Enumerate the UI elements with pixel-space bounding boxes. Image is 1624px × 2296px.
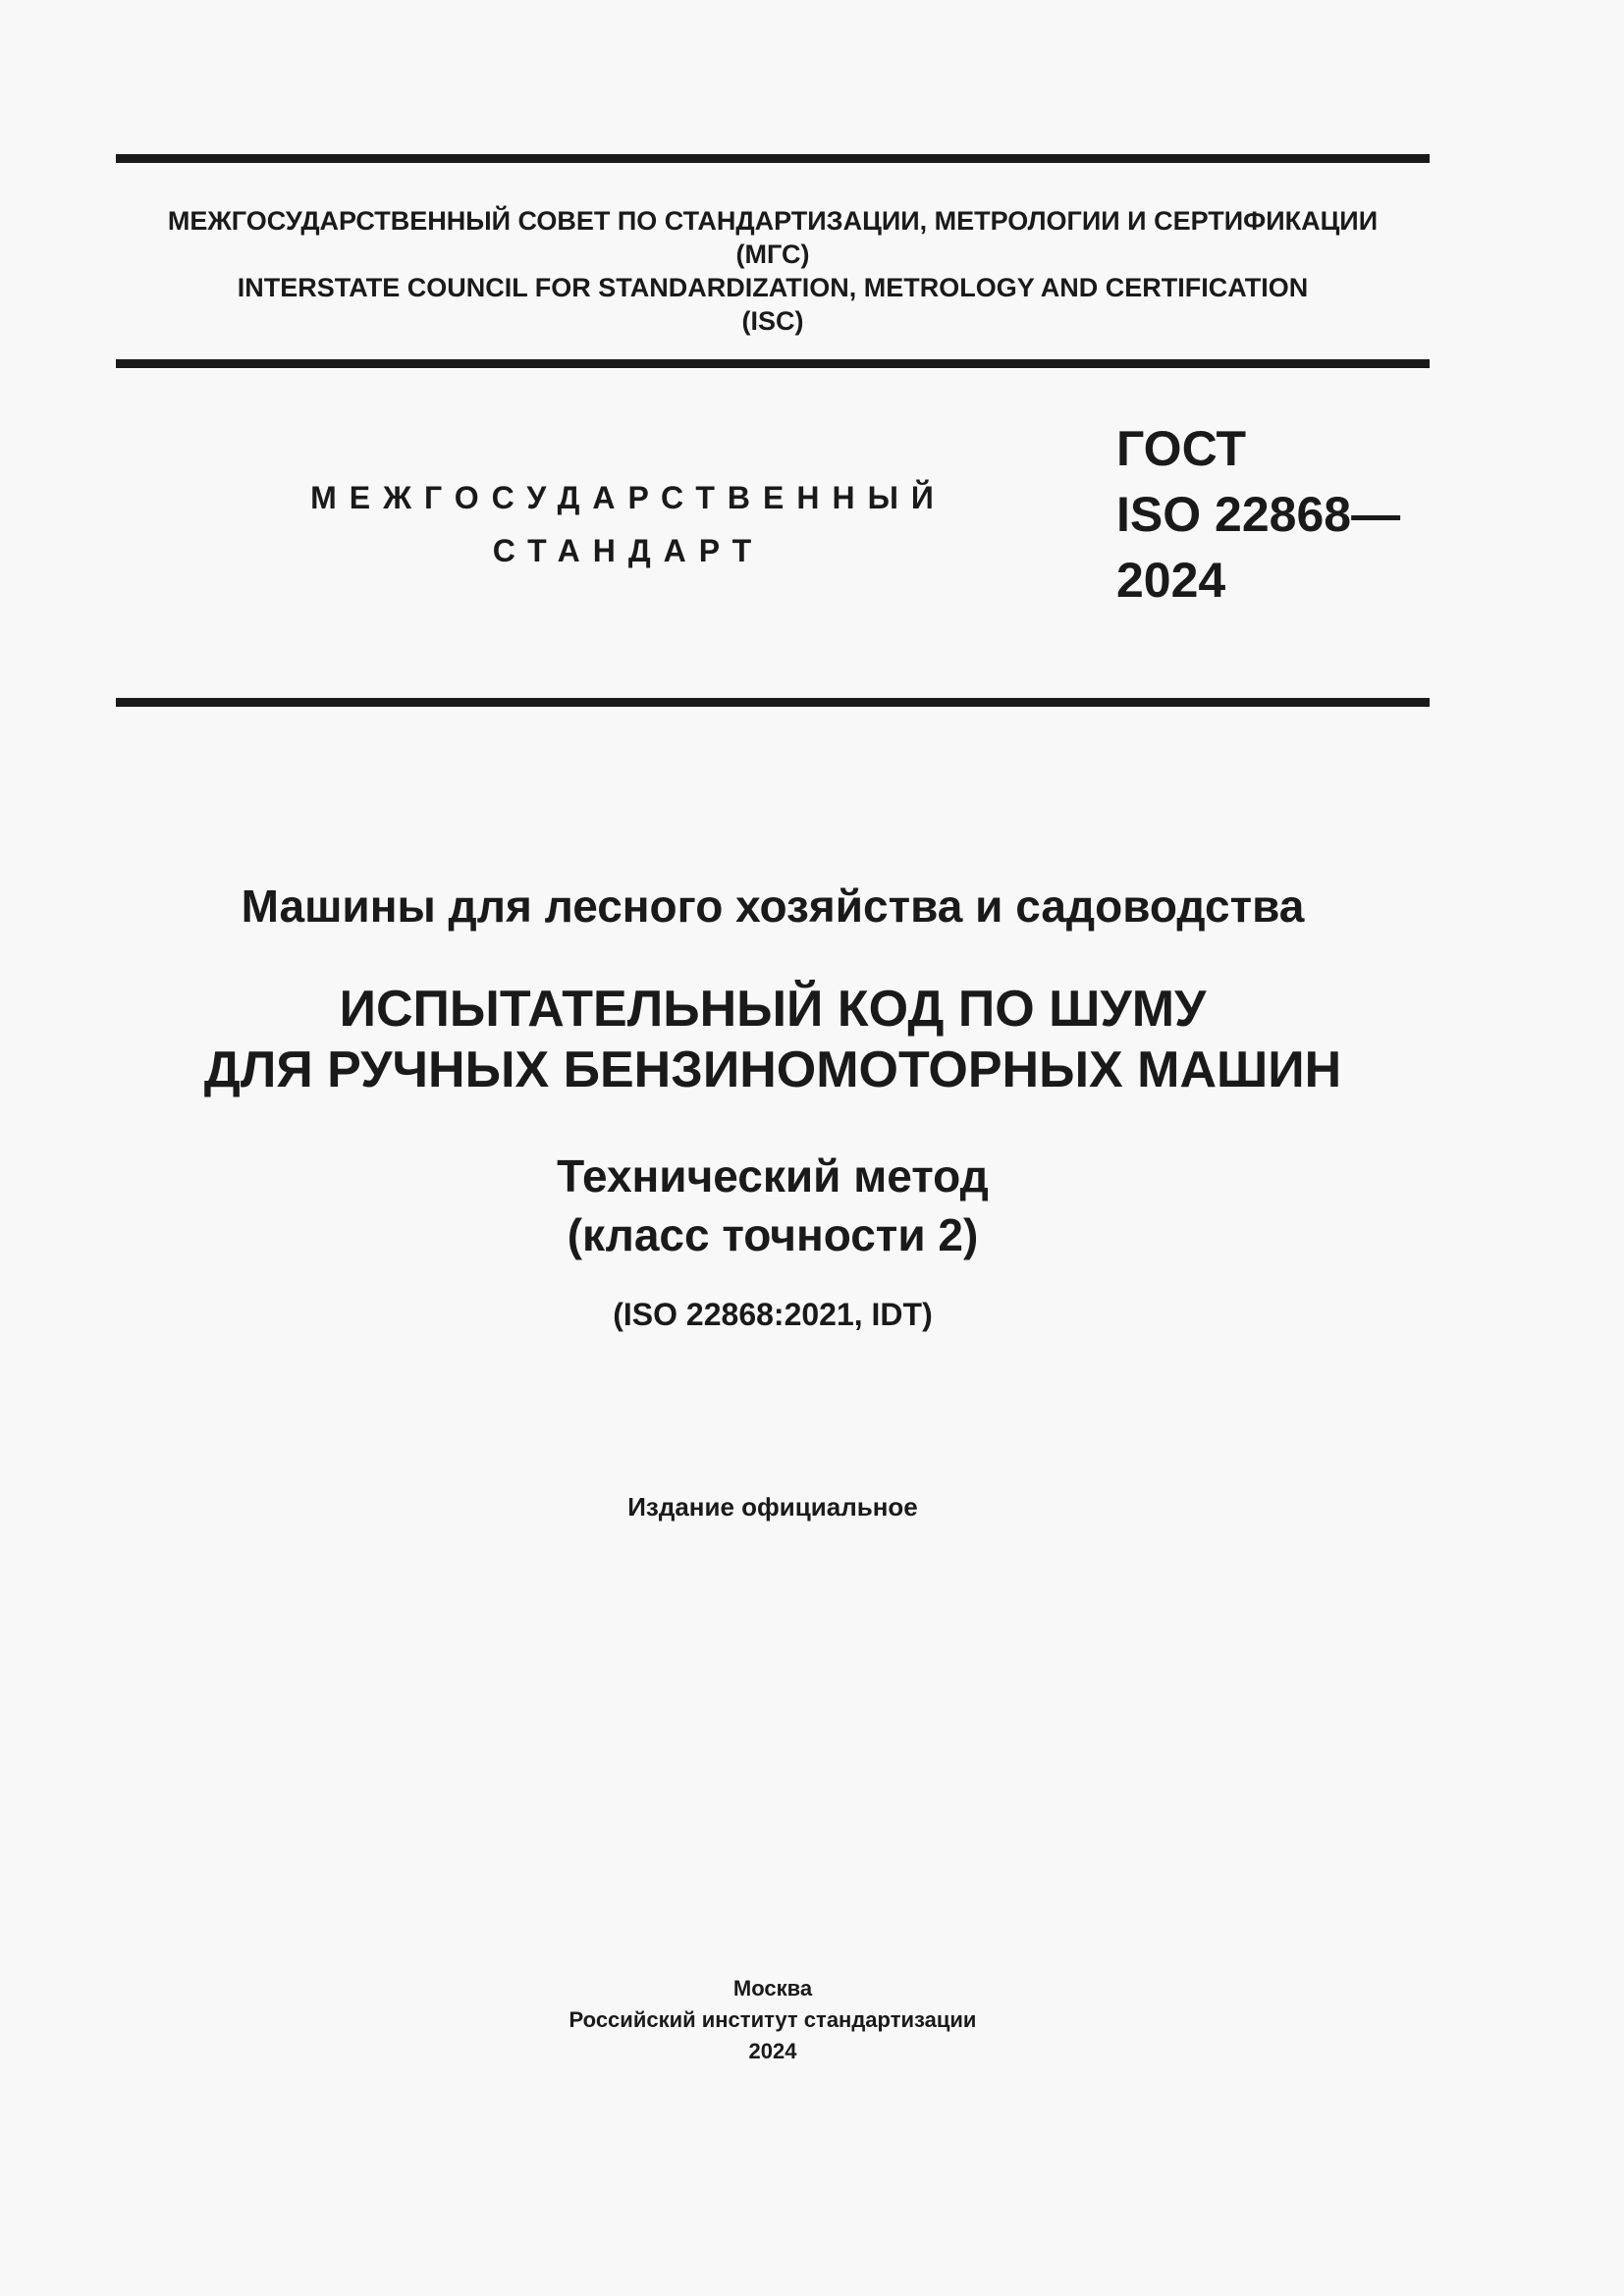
publisher-imprint	[116, 1973, 1430, 2067]
standard-type-line2: СТАНДАРТ	[492, 533, 765, 568]
document-main-title	[116, 979, 1430, 1100]
council-ru-abbr: (МГС)	[735, 240, 810, 269]
council-bottom-rule	[116, 359, 1430, 368]
council-en-abbr: (ISC)	[741, 306, 804, 336]
council-header	[116, 204, 1430, 338]
designation-line3: 2024	[1116, 553, 1226, 608]
council-en-name: INTERSTATE COUNCIL FOR STANDARDIZATION, METROLOGY AND CERTIFICATION	[237, 273, 1309, 302]
method-line2: (класс точности 2)	[567, 1209, 979, 1260]
council-ru-name: МЕЖГОСУДАРСТВЕННЫЙ СОВЕТ ПО СТАНДАРТИЗАЦИИ, МЕТРОЛОГИИ И СЕРТИФИКАЦИИ	[167, 206, 1379, 236]
method-line1: Технический метод	[557, 1150, 989, 1201]
designation-line2: ISO 22868—	[1116, 487, 1401, 542]
imprint-publisher: Российский институт стандартизации	[568, 2007, 977, 2032]
document-method	[116, 1147, 1430, 1264]
imprint-city: Москва	[732, 1976, 813, 2001]
top-rule	[116, 154, 1430, 163]
imprint-year: 2024	[748, 2039, 797, 2063]
standard-type-label	[295, 471, 962, 577]
main-title-line2: ДЛЯ РУЧНЫХ БЕНЗИНОМОТОРНЫХ МАШИН	[203, 1041, 1342, 1098]
main-title-line1: ИСПЫТАТЕЛЬНЫЙ КОД ПО ШУМУ	[339, 981, 1207, 1038]
standard-type-line1: МЕЖГОСУДАРСТВЕННЫЙ	[310, 480, 947, 515]
designation-line1: ГОСТ	[1116, 421, 1246, 476]
document-subject: Машины для лесного хозяйства и садоводства	[241, 881, 1305, 932]
iso-reference: (ISO 22868:2021, IDT)	[613, 1297, 933, 1332]
designation-bottom-rule	[116, 698, 1430, 707]
standard-designation	[1116, 416, 1400, 614]
edition-note: Издание официальное	[627, 1492, 918, 1522]
